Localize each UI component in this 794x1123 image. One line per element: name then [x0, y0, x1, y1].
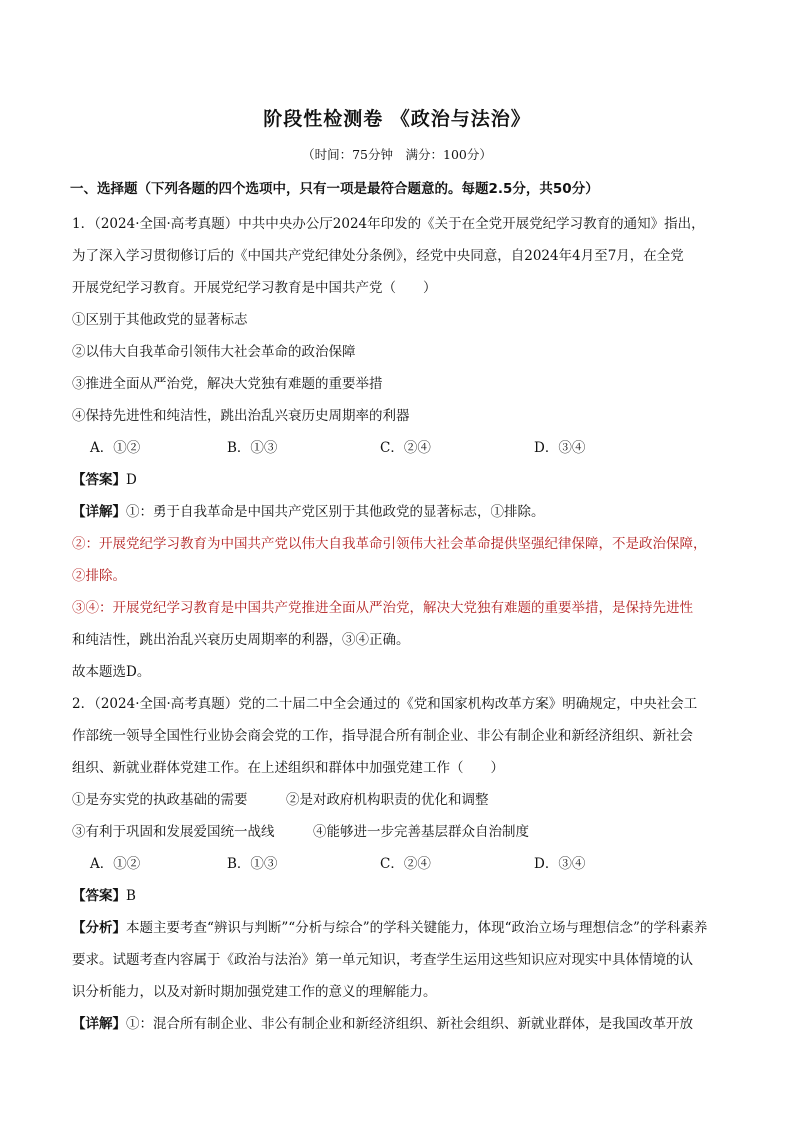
q2-stem-line-3: 组织、新就业群体党建工作。在上述组织和群体中加强党建工作（ ）: [72, 760, 504, 776]
q2-statement-3: ③有利于巩固和发展爱国统一战线: [72, 824, 275, 840]
q1-statement-3: ③推进全面从严治党，解决大党独有难题的重要举措: [72, 376, 383, 392]
q2-statement-2: ②是对政府机构职责的优化和调整: [286, 792, 489, 808]
section-heading: 一、选择题（下列各题的四个选项中，只有一项是最符合题意的。每题2.5分，共50分）: [70, 181, 599, 197]
q1-detail-text-1: ①：勇于自我革命是中国共产党区别于其他政党的显著标志，①排除。: [126, 504, 545, 520]
q1-answer-value: D: [126, 472, 137, 488]
q1-detail-3a: ③④：开展党纪学习教育是中国共产党推进全面从严治党，解决大党独有难题的重要举措，是保持先进性: [72, 600, 693, 616]
q1-stem-line-1: 1．（2024·全国·高考真题）中共中央办公厅2024年印发的《关于在全党开展党纪学习教育的通知》指出，: [72, 216, 705, 232]
q2-analysis-text-1: 本题主要考查“辨识与判断”“分析与综合”的学科关键能力，体现“政治立场与理想信念”的学科素养: [126, 920, 708, 936]
q2-analysis-2: 要求。试题考查内容属于《政治与法治》第一单元知识，考查学生运用这些知识应对现实中具体情境的认: [72, 952, 693, 968]
detail-tag: 【详解】: [72, 504, 126, 520]
q1-stem-line-2: 为了深入学习贯彻修订后的《中国共产党纪律处分条例》，经党中央同意，自2024年4月至7月，在全党: [72, 248, 684, 264]
q2-option-a: A．①②: [90, 856, 141, 872]
detail-tag: 【详解】: [72, 1016, 126, 1032]
q2-statement-4: ④能够进一步完善基层群众自治制度: [313, 824, 529, 840]
analysis-tag: 【分析】: [72, 920, 126, 936]
q2-detail-1: [72, 1012, 738, 1032]
q2-detail-text-1: ①：混合所有制企业、非公有制企业和新经济组织、新社会组织、新就业群体，是我国改革开放: [126, 1016, 693, 1032]
q2-stem-line-1: 2．（2024·全国·高考真题）党的二十届二中全会通过的《党和国家机构改革方案》明确规定，中央社会工: [72, 696, 698, 712]
q1-option-d: D．③④: [534, 440, 586, 456]
q2-analysis-1: [72, 916, 738, 936]
q1-option-c: C．②④: [380, 440, 431, 456]
q2-answer: [72, 884, 738, 904]
q2-option-c: C．②④: [380, 856, 431, 872]
q2-statement-1: ①是夯实党的执政基础的需要: [72, 792, 248, 808]
q1-statement-2: ②以伟大自我革命引领伟大社会革命的政治保障: [72, 344, 356, 360]
q2-stem-line-2: 作部统一领导全国性行业协会商会党的工作，指导混合所有制企业、非公有制企业和新经济组织、新社会: [72, 728, 693, 744]
q1-stem-line-3: 开展党纪学习教育。开展党纪学习教育是中国共产党（ ）: [72, 280, 437, 296]
page-title: 阶段性检测卷 《政治与法治》: [263, 108, 531, 130]
q1-detail-3b: 和纯洁性，跳出治乱兴衰历史周期率的利器，③④正确。: [72, 632, 410, 648]
q1-conclusion: 故本题选D。: [72, 664, 151, 680]
q1-detail-2a: ②：开展党纪学习教育为中国共产党以伟大自我革命引领伟大社会革命提供坚强纪律保障，不是政治保障，: [72, 536, 707, 552]
q2-option-d: D．③④: [534, 856, 586, 872]
q1-answer: [72, 468, 738, 488]
exam-time-info: （时间：75分钟 满分：100分）: [302, 147, 492, 162]
answer-tag: 【答案】: [72, 472, 126, 488]
q1-option-a: A．①②: [90, 440, 141, 456]
answer-tag: 【答案】: [72, 888, 126, 904]
q1-statement-1: ①区别于其他政党的显著标志: [72, 312, 248, 328]
q2-answer-value: B: [126, 888, 136, 904]
q2-option-b: B．①③: [227, 856, 278, 872]
q1-detail-1: [72, 500, 738, 520]
q1-statement-4: ④保持先进性和纯洁性，跳出治乱兴衰历史周期率的利器: [72, 408, 410, 424]
q1-option-b: B．①③: [227, 440, 278, 456]
q1-detail-2b: ②排除。: [72, 568, 126, 584]
q2-analysis-3: 识分析能力，以及对新时期加强党建工作的意义的理解能力。: [72, 984, 437, 1000]
